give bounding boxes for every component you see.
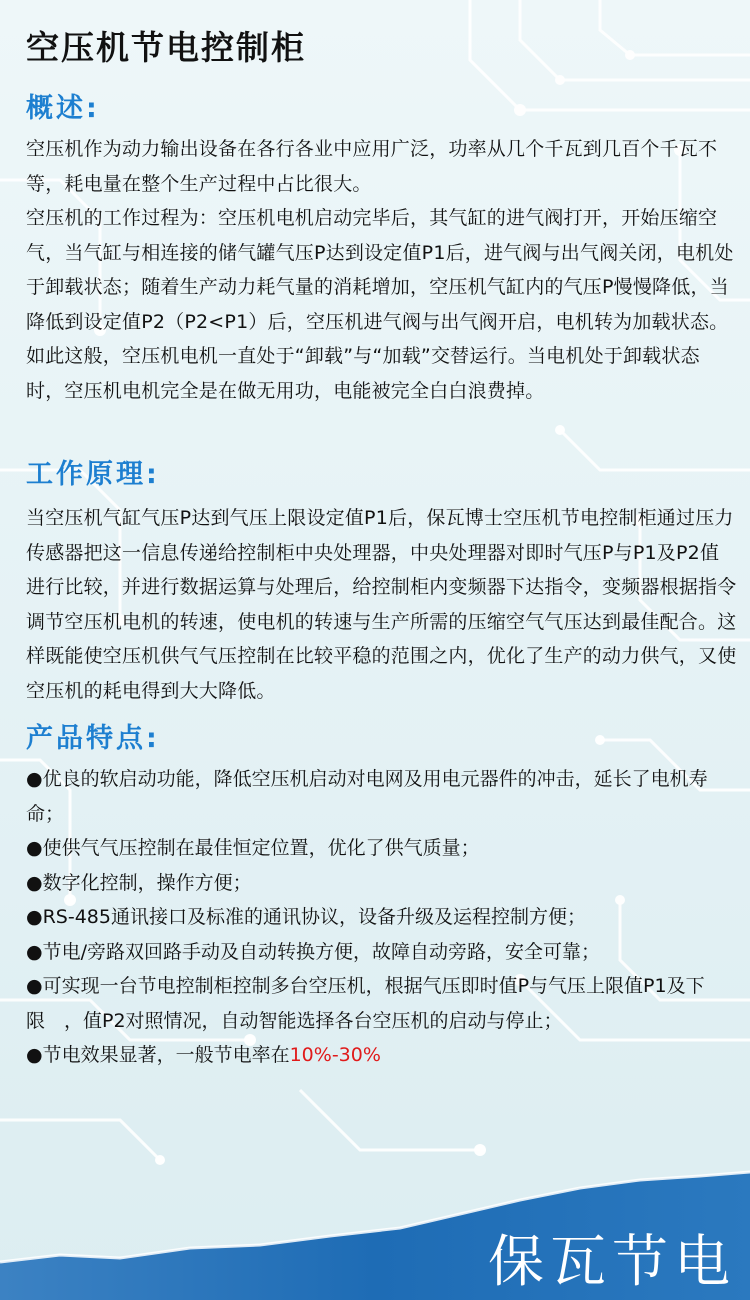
feature-item-digital-control: ●数字化控制，操作方便； <box>26 871 252 894</box>
feature-item-multi-compressor: ●可实现一台节电控制柜控制多台空压机，根据气压即时值P与气压上限值P1及下限 ，值P2对照情况，自动智能选择各台空压机的启动与停止； <box>26 975 705 1032</box>
principle-paragraph: 当空压机气缸气压P达到气压上限设定值P1后，保瓦博士空压机节电控制柜通过压力传感器把这一信息传递给控制柜中央处理器，中央处理器对即时气压P与P1及P2值进行比较，并进行数据运算与处理后，给控制柜内变频器下达指令，变频器根据指令调节空压机电机的转速，使电机的转速与生产所需的压缩空气气压达到最佳配合。这样既能使空压机供气气压控制在比较平稳的范围之内，优化了生产的动力供气，又使空压机的耗电得到大大降低。 <box>26 507 737 702</box>
features-list <box>26 762 738 1073</box>
feature-item-savings <box>26 1038 738 1073</box>
brand-watermark: 保瓦节电 <box>488 1230 736 1295</box>
feature-item-pressure-control: ●使供气气压控制在最佳恒定位置，优化了供气质量； <box>26 837 480 859</box>
savings-rate: 10%-30% <box>289 1044 381 1066</box>
savings-text: ●节电效果显著，一般节电率在 <box>26 1044 290 1066</box>
page-title: 空压机节电控制柜 <box>26 28 306 67</box>
features-heading: 产品特点: <box>26 723 160 754</box>
feature-item-soft-start: ●优良的软启动功能，降低空压机启动对电网及用电元器件的冲击，延长了电机寿命； <box>26 768 708 825</box>
feature-item-bypass: ●节电/旁路双回路手动及自动转换方便，故障自动旁路，安全可靠； <box>26 940 600 963</box>
feature-item-rs485: ●RS-485通讯接口及标准的通讯协议，设备升级及运程控制方便； <box>26 906 586 928</box>
overview-paragraph-1: 空压机作为动力输出设备在各行各业中应用广泛，功率从几个千瓦到几百个千瓦不等，耗电量在整个生产过程中占比很大。 <box>26 138 718 195</box>
overview-heading: 概述: <box>26 93 100 124</box>
principle-heading: 工作原理: <box>26 459 160 490</box>
overview-paragraph-2: 空压机的工作过程为：空压机电机启动完毕后，其气缸的进气阀打开，开始压缩空气，当气缸与相连接的储气罐气压P达到设定值P1后，进气阀与出气阀关闭，电机处于卸载状态；随着生产动力耗气量的消耗增加，空压机气缸内的气压P慢慢降低，当降低到设定值P2（P2<P1）后，空压机进气阀与出气阀开启，电机转为加载状态。如此这般，空压机电机一直处于“卸载”与“加载”交替运行。当电机处于卸载状态时，空压机电机完全是在做无用功，电能被完全白白浪费掉。 <box>26 207 734 402</box>
